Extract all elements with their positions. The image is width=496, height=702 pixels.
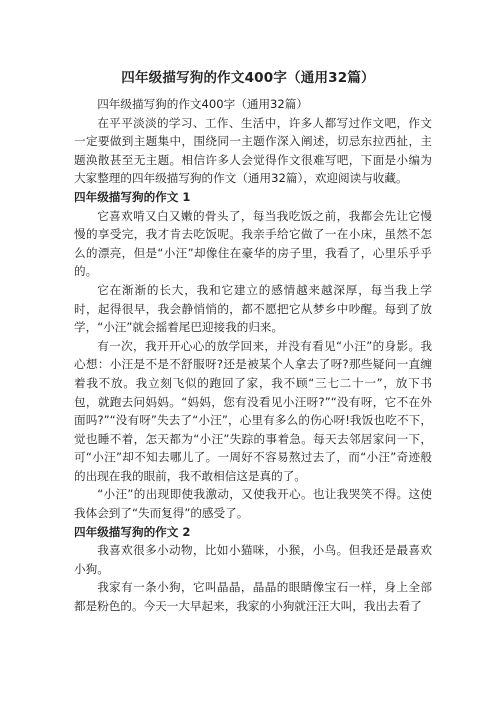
essay-2-paragraph-1: 我喜欢很多小动物，比如小猫咪，小猴，小鸟。但我还是最喜欢小狗。	[74, 543, 432, 576]
essay-1-paragraph-3: 有一次，我开开心心的放学回来，并没有看见“小汪”的身影。我心想：小汪是不是不舒服呀?还是被某个人拿去了呀?那些疑问一直缠着我不放。我立刻飞似的跑回了家，我不顾“三七二十一”，放下书包，就跑去问妈妈。“妈妈，您有没看见小汪呀?”“没有呀，它不在外面吗?”“没有呀”失去了“小汪”，心里有多么的伤心呀!我饭也吃不下，觉也睡不着，怎天都为“小汪”失踪的事着急。每天去邻居家问一下，可“小汪”却不知去哪儿了。一周好不容易熬过去了，而“小汪”奇迹般的出现在我的眼前，我不敢相信这是真的了。	[74, 338, 432, 483]
subtitle-paragraph: 四年级描写狗的作文400字（通用32篇）	[97, 97, 308, 111]
essay-2-paragraph-2: 我家有一条小狗，它叫晶晶，晶晶的眼睛像宝石一样，身上全部都是粉色的。今天一大早起来，我家的小狗就汪汪大叫，我出去看了	[74, 580, 432, 614]
essay-1-paragraph-1: 它喜欢啃又白又嫩的骨头了，每当我吃饭之前，我都会先让它慢慢的享受完，我才肯去吃饭呢。我亲手给它做了一在小床，虽然不怎么的漂亮，但是“小汪”却像住在豪华的房子里，我看了，心里乐乎乎的。	[74, 208, 432, 279]
section-heading-2: 四年级描写狗的作文 2	[74, 524, 191, 539]
intro-paragraph: 在平平淡淡的学习、工作、生活中，许多人都写过作文吧，作文一定要做到主题集中，围绕同一主题作深入阐述，切忌东拉西扯，主题涣散甚至无主题。相信许多人会觉得作文很难写吧，下面是小编为大家整理的四年级描写狗的作文（通用32篇），欢迎阅读与收藏。	[74, 115, 432, 186]
document-body	[74, 95, 432, 616]
essay-1-paragraph-4: “小汪”的出现即使我激动，又使我开心。也让我哭笑不得。这使我体会到了“失而复得”的感受了。	[74, 487, 432, 521]
essay-1-paragraph-2: 它在渐渐的长大，我和它建立的感情越来越深厚，每当我上学时，起得很早，我会静悄悄的，都不愿把它从梦乡中吵醒。每到了放学，“小汪”就会摇着尾巴迎接我的归来。	[74, 282, 432, 335]
document-title: 四年级描写狗的作文400字（通用32篇）	[121, 70, 375, 86]
section-heading-1: 四年级描写狗的作文 1	[74, 189, 191, 204]
